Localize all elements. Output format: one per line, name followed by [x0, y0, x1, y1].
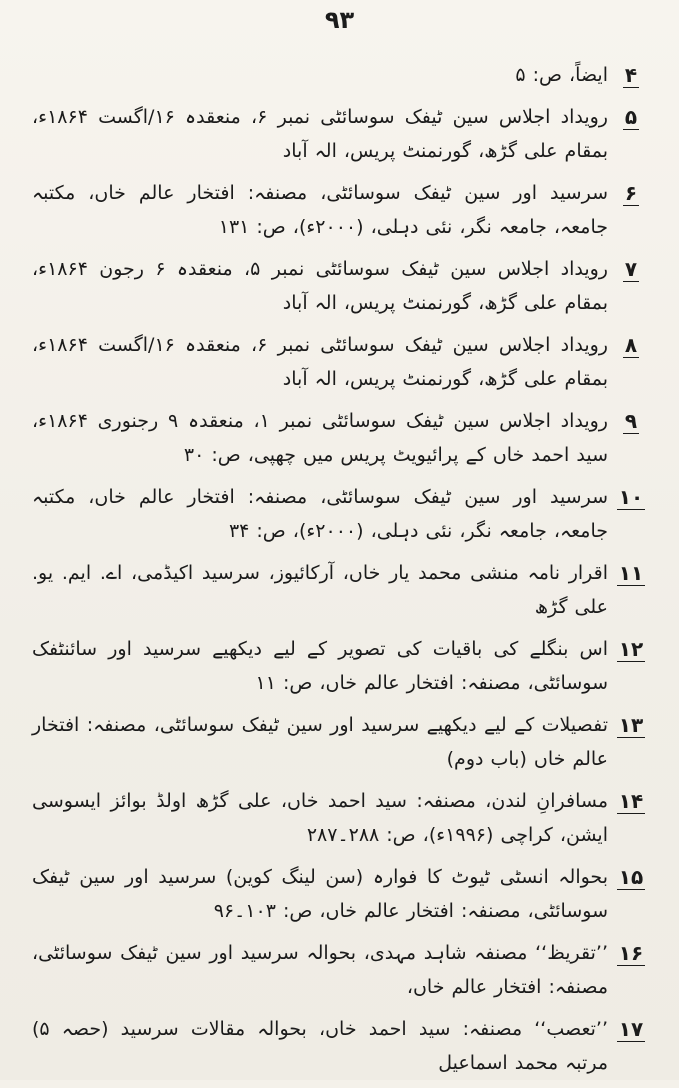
endnote-7: [26, 252, 654, 320]
endnote-text: سرسید اور سین ٹیفک سوسائٹی، مصنفہ: افتخار عالم خاں، مکتبہ جامعہ، جامعہ نگر، نئی دہلی، (۲۰۰۰ء)، ص: ۳۴: [32, 486, 608, 542]
endnote-13: [26, 708, 654, 776]
endnote-16: [26, 936, 654, 1004]
endnote-number: ۶: [624, 181, 638, 205]
endnote-12: [26, 632, 654, 700]
endnote-15: [26, 860, 654, 928]
endnote-text: ’’تعصب‘‘ مصنفہ: سید احمد خاں، بحوالہ مقالات سرسید (حصہ ۵) مرتبہ محمد اسماعیل: [32, 1018, 608, 1074]
endnote-number: ۱۶: [618, 941, 644, 965]
endnote-text: رویداد اجلاس سین ٹیفک سوسائٹی نمبر ۶، منعقدہ ۱۶/اگست ۱۸۶۴ء، بمقام علی گڑھ، گورنمنٹ پریس، الہ آباد: [32, 334, 608, 390]
endnote-5: [26, 100, 654, 168]
endnote-number: ۱۴: [618, 789, 644, 813]
endnote-number: ۴: [624, 63, 638, 87]
endnote-text: ایضاً، ص: ۵: [515, 64, 608, 86]
endnote-number: ۱۵: [618, 865, 644, 889]
endnote-number: ۵: [624, 105, 638, 129]
endnote-14: [26, 784, 654, 852]
endnote-6: [26, 176, 654, 244]
endnote-number: ۹: [624, 409, 638, 433]
endnote-number: ۸: [624, 333, 638, 357]
endnote-text: مسافرانِ لندن، مصنفہ: سید احمد خاں، علی گڑھ اولڈ بوائز ایسوسی ایشن، کراچی (۱۹۹۶ء)، ص: ۲۸۸۔۲۸۷: [32, 790, 608, 846]
endnote-text: تفصیلات کے لیے دیکھیے سرسید اور سین ٹیفک سوسائٹی، مصنفہ: افتخار عالم خاں (باب دوم): [32, 714, 608, 770]
endnote-number: ۱۲: [618, 637, 644, 661]
endnote-text: بحوالہ انسٹی ٹیوٹ کا فوارہ (سن لینگ کوین) سرسید اور سین ٹیفک سوسائٹی، مصنفہ: افتخار عالم خاں، ص: ۱۰۳۔۹۶: [32, 866, 608, 922]
endnote-17: [26, 1012, 654, 1080]
endnote-10: [26, 480, 654, 548]
endnote-text: اقرار نامہ منشی محمد یار خاں، آرکائیوز، سرسید اکیڈمی، اے. ایم. یو. علی گڑھ: [32, 562, 608, 618]
endnote-number: ۱۳: [618, 713, 644, 737]
endnote-number: ۱۱: [618, 561, 644, 585]
endnote-number: ۱۰: [618, 485, 644, 509]
endnote-text: اس بنگلے کی باقیات کی تصویر کے لیے دیکھیے سرسید اور سائنٹفک سوسائٹی، مصنفہ: افتخار عالم خاں، ص: ۱۱: [32, 638, 608, 694]
endnote-text: سرسید اور سین ٹیفک سوسائٹی، مصنفہ: افتخار عالم خاں، مکتبہ جامعہ، جامعہ نگر، نئی دہلی، (۲۰۰۰ء)، ص: ۱۳۱: [32, 182, 608, 238]
endnote-9: [26, 404, 654, 472]
endnote-number: ۱۷: [618, 1017, 644, 1041]
endnote-text: ’’تقریظ‘‘ مصنفہ شاہد مہدی، بحوالہ سرسید اور سین ٹیفک سوسائٹی، مصنفہ: افتخار عالم خاں،: [32, 942, 608, 998]
endnote-4: [26, 58, 654, 92]
endnotes-list: [26, 58, 654, 1088]
endnote-11: [26, 556, 654, 624]
endnote-8: [26, 328, 654, 396]
endnote-text: رویداد اجلاس سین ٹیفک سوسائٹی نمبر ۱، منعقدہ ۹ رجنوری ۱۸۶۴ء، سید احمد خاں کے پرائیویٹ پریس میں چھپی، ص: ۳۰: [32, 410, 608, 466]
endnote-text: رویداد اجلاس سین ٹیفک سوسائٹی نمبر ۶، منعقدہ ۱۶/اگست ۱۸۶۴ء، بمقام علی گڑھ، گورنمنٹ پریس، الہ آباد: [32, 106, 608, 162]
endnote-number: ۷: [624, 257, 638, 281]
page-number: ۹۳: [324, 6, 355, 34]
endnote-text: رویداد اجلاس سین ٹیفک سوسائٹی نمبر ۵، منعقدہ ۶ رجون ۱۸۶۴ء، بمقام علی گڑھ، گورنمنٹ پریس، الہ آباد: [32, 258, 608, 314]
